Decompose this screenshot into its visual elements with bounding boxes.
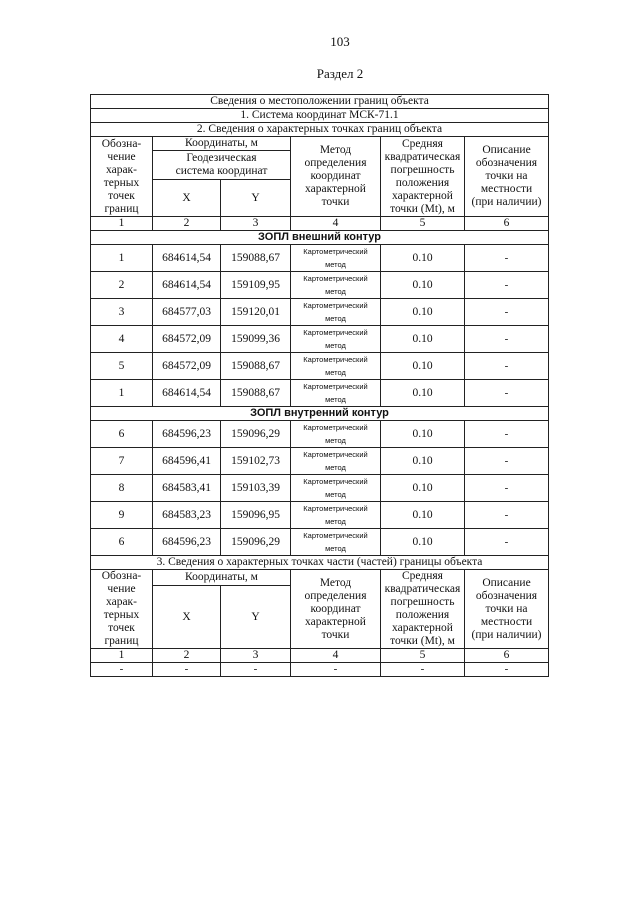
header-geodetic: Геодезическая система координат — [153, 151, 291, 180]
section3-header-accuracy: Средняя квадратическая погрешность положения характерной точки (Mt), м — [381, 570, 465, 649]
coord-x: 684577,03 — [153, 299, 221, 326]
table-row — [91, 529, 549, 556]
section3-header-coordinates: Координаты, м — [153, 570, 291, 586]
description: - — [465, 299, 549, 326]
page-number: 103 — [330, 34, 350, 49]
description: - — [465, 448, 549, 475]
table-title: Сведения о местоположении границ объекта — [91, 95, 549, 109]
empty-cell: - — [221, 663, 291, 677]
coord-y: 159096,29 — [221, 529, 291, 556]
point-number: 3 — [91, 299, 153, 326]
coord-y: 159088,67 — [221, 245, 291, 272]
coord-x: 684614,54 — [153, 245, 221, 272]
header-x: X — [153, 180, 221, 217]
section-title: Раздел 2 — [316, 66, 364, 81]
coord-y: 159088,67 — [221, 353, 291, 380]
accuracy: 0.10 — [381, 245, 465, 272]
section3-header-designation: Обозна- чение харак- терных точек границ — [91, 570, 153, 649]
method: Картометрический метод — [291, 299, 381, 326]
point-number: 6 — [91, 421, 153, 448]
description: - — [465, 380, 549, 407]
section3-empty-row — [91, 663, 549, 677]
header-designation: Обозна- чение харак- терных точек границ — [91, 137, 153, 217]
accuracy: 0.10 — [381, 299, 465, 326]
header-coordinates: Координаты, м — [153, 137, 291, 151]
method: Картометрический метод — [291, 326, 381, 353]
description: - — [465, 475, 549, 502]
coord-system-row — [91, 109, 549, 123]
coord-y: 159103,39 — [221, 475, 291, 502]
coord-x: 684596,23 — [153, 421, 221, 448]
contour-title-row — [91, 407, 549, 421]
accuracy: 0.10 — [381, 448, 465, 475]
table-row — [91, 380, 549, 407]
boundary-table-body — [91, 95, 549, 677]
method: Картометрический метод — [291, 475, 381, 502]
column-number: 3 — [221, 649, 291, 663]
section2-title-row — [91, 123, 549, 137]
table-row — [91, 353, 549, 380]
column-number: 1 — [91, 649, 153, 663]
point-number: 5 — [91, 353, 153, 380]
coord-y: 159109,95 — [221, 272, 291, 299]
contour-title: ЗОПЛ внешний контур — [91, 231, 549, 245]
section3-header-x: X — [153, 586, 221, 649]
point-number: 6 — [91, 529, 153, 556]
column-numbers-row — [91, 217, 549, 231]
table-title-row — [91, 95, 549, 109]
coord-y: 159088,67 — [221, 380, 291, 407]
column-number: 4 — [291, 649, 381, 663]
header-description: Описание обозначения точки на местности (при наличии) — [465, 137, 549, 217]
coord-x: 684614,54 — [153, 380, 221, 407]
description: - — [465, 272, 549, 299]
coord-x: 684596,23 — [153, 529, 221, 556]
coord-y: 159099,36 — [221, 326, 291, 353]
accuracy: 0.10 — [381, 380, 465, 407]
coord-x: 684614,54 — [153, 272, 221, 299]
column-number: 2 — [153, 649, 221, 663]
coord-x: 684596,41 — [153, 448, 221, 475]
empty-cell: - — [153, 663, 221, 677]
section3-column-numbers-row — [91, 649, 549, 663]
header-accuracy: Средняя квадратическая погрешность положения характерной точки (Mt), м — [381, 137, 465, 217]
section3-title-row — [91, 556, 549, 570]
accuracy: 0.10 — [381, 421, 465, 448]
empty-cell: - — [381, 663, 465, 677]
section3-header-row-1 — [91, 570, 549, 586]
column-number: 3 — [221, 217, 291, 231]
table-row — [91, 502, 549, 529]
table-row — [91, 448, 549, 475]
method: Картометрический метод — [291, 529, 381, 556]
point-number: 4 — [91, 326, 153, 353]
accuracy: 0.10 — [381, 272, 465, 299]
method: Картометрический метод — [291, 502, 381, 529]
accuracy: 0.10 — [381, 502, 465, 529]
column-number: 5 — [381, 649, 465, 663]
description: - — [465, 353, 549, 380]
accuracy: 0.10 — [381, 529, 465, 556]
method: Картометрический метод — [291, 421, 381, 448]
column-number: 6 — [465, 649, 549, 663]
table-row — [91, 326, 549, 353]
column-number: 2 — [153, 217, 221, 231]
coord-y: 159096,29 — [221, 421, 291, 448]
coord-y: 159102,73 — [221, 448, 291, 475]
table-row — [91, 421, 549, 448]
coord-y: 159120,01 — [221, 299, 291, 326]
description: - — [465, 245, 549, 272]
section3-header-method: Метод определения координат характерной точки — [291, 570, 381, 649]
section3-header-description: Описание обозначения точки на местности (при наличии) — [465, 570, 549, 649]
method: Картометрический метод — [291, 353, 381, 380]
description: - — [465, 326, 549, 353]
method: Картометрический метод — [291, 272, 381, 299]
column-number: 4 — [291, 217, 381, 231]
table-row — [91, 475, 549, 502]
column-number: 5 — [381, 217, 465, 231]
coord-x: 684572,09 — [153, 353, 221, 380]
point-number: 7 — [91, 448, 153, 475]
description: - — [465, 421, 549, 448]
boundary-table — [90, 94, 549, 677]
contour-title-row — [91, 231, 549, 245]
header-row-1 — [91, 137, 549, 151]
section3-header-y: Y — [221, 586, 291, 649]
accuracy: 0.10 — [381, 353, 465, 380]
description: - — [465, 529, 549, 556]
section2-title: 2. Сведения о характерных точках границ объекта — [91, 123, 549, 137]
column-number: 6 — [465, 217, 549, 231]
coord-system: 1. Система координат МСК-71.1 — [91, 109, 549, 123]
contour-title: ЗОПЛ внутренний контур — [91, 407, 549, 421]
method: Картометрический метод — [291, 380, 381, 407]
description: - — [465, 502, 549, 529]
coord-x: 684572,09 — [153, 326, 221, 353]
coord-x: 684583,41 — [153, 475, 221, 502]
section3-title: 3. Сведения о характерных точках части (частей) границы объекта — [91, 556, 549, 570]
empty-cell: - — [291, 663, 381, 677]
method: Картометрический метод — [291, 448, 381, 475]
empty-cell: - — [91, 663, 153, 677]
method: Картометрический метод — [291, 245, 381, 272]
point-number: 1 — [91, 245, 153, 272]
header-y: Y — [221, 180, 291, 217]
table-row — [91, 245, 549, 272]
point-number: 9 — [91, 502, 153, 529]
empty-cell: - — [465, 663, 549, 677]
coord-y: 159096,95 — [221, 502, 291, 529]
table-row — [91, 272, 549, 299]
accuracy: 0.10 — [381, 475, 465, 502]
header-method: Метод определения координат характерной точки — [291, 137, 381, 217]
column-number: 1 — [91, 217, 153, 231]
coord-x: 684583,23 — [153, 502, 221, 529]
accuracy: 0.10 — [381, 326, 465, 353]
point-number: 8 — [91, 475, 153, 502]
point-number: 1 — [91, 380, 153, 407]
point-number: 2 — [91, 272, 153, 299]
table-row — [91, 299, 549, 326]
